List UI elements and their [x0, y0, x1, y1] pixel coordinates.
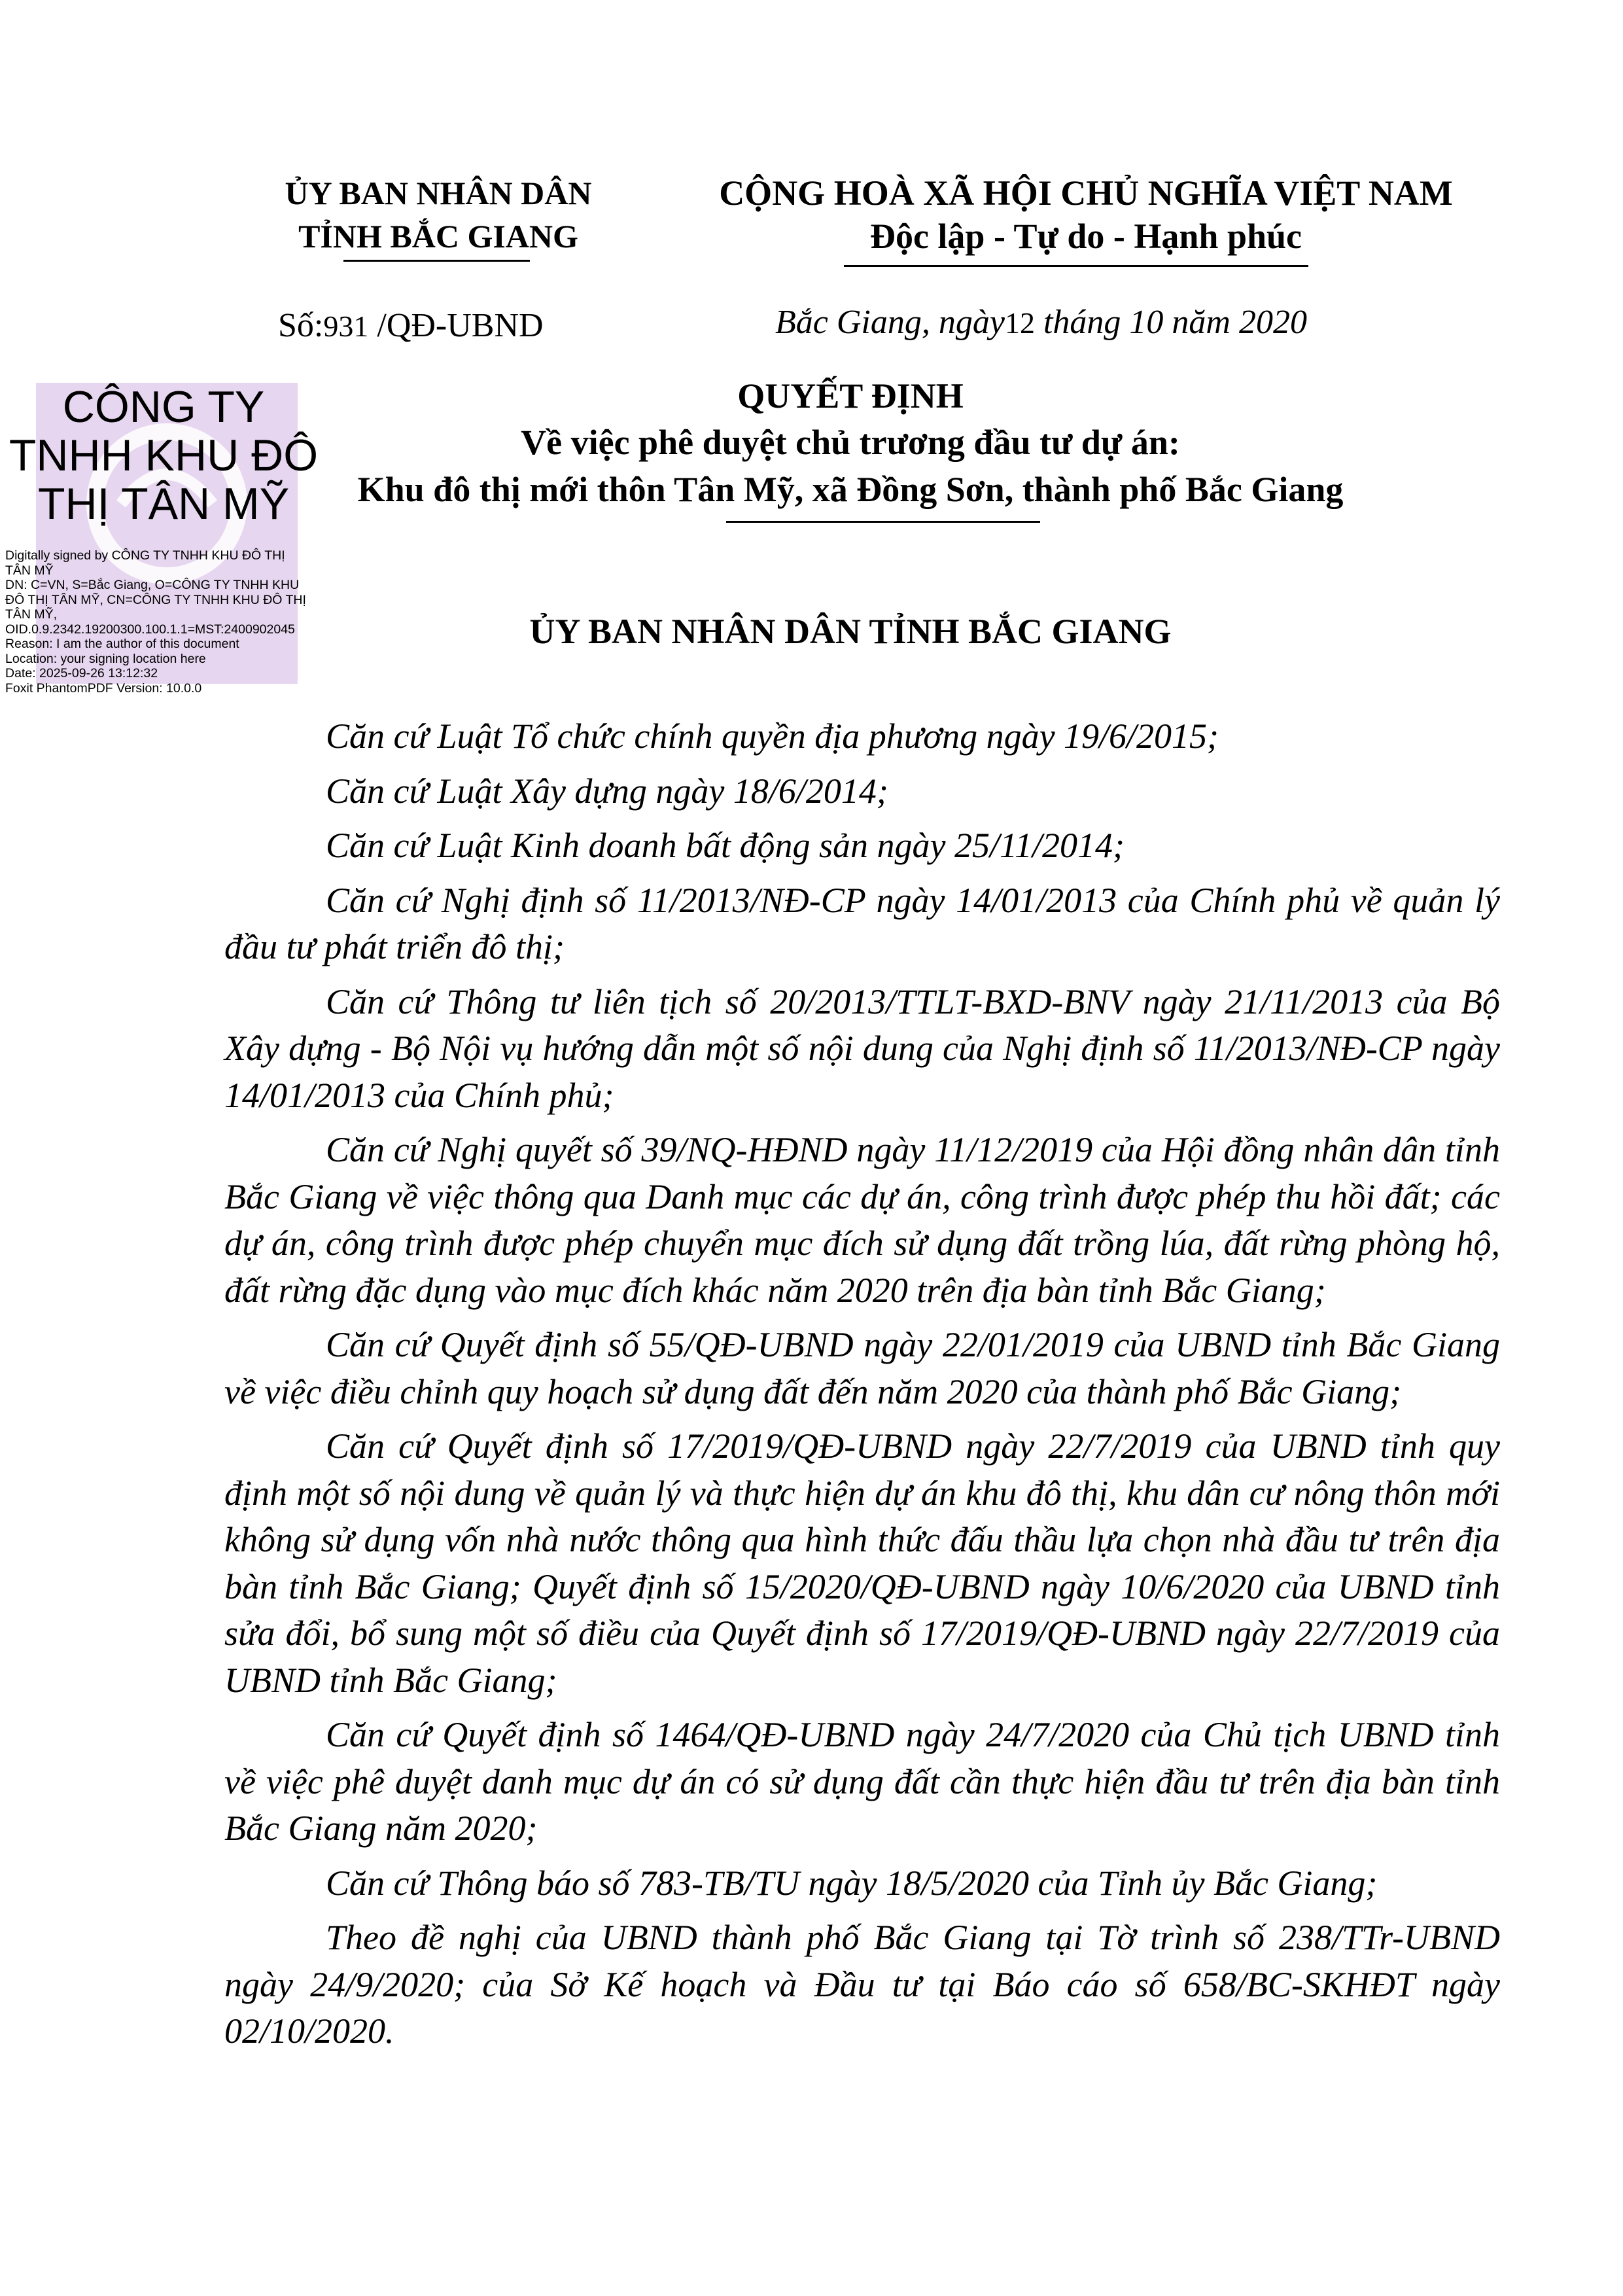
number-prefix: Số: [278, 307, 324, 344]
title-underline [726, 521, 1040, 523]
signature-details [5, 548, 313, 696]
legal-basis-paragraph: Căn cứ Thông báo số 783-TB/TU ngày 18/5/2020 của Tỉnh ủy Bắc Giang; [326, 1863, 1378, 1903]
legal-basis-paragraph: Căn cứ Thông tư liên tịch số 20/2013/TTLT-BXD-BNV ngày 21/11/2013 của Bộ Xây dựng - Bộ Nội vụ hướng dẫn một số nội dung của Nghị định số 11/2013/NĐ-CP ngày 14/01/2013 của Chính phủ; [224, 981, 1500, 1115]
agency-line: TỈNH BẮC GIANG [298, 218, 578, 255]
document-title: QUYẾT ĐỊNH [737, 376, 964, 415]
subject-line: Khu đô thị mới thôn Tân Mỹ, xã Đồng Sơn, thành phố Bắc Giang [357, 470, 1344, 509]
signature-detail-line: Location: your signing location here [5, 651, 206, 666]
signature-detail-line: Date: 2025-09-26 13:12:32 [5, 666, 158, 680]
motto-underline [844, 265, 1308, 267]
proposal-paragraph: Theo đề nghị của UBND thành phố Bắc Giang tại Tờ trình số 238/TTr-UBND ngày 24/9/2020; của Sở Kế hoạch và Đầu tư tại Báo cáo số 658/BC-SKHĐT ngày 02/10/2020. [224, 1918, 1500, 2051]
legal-basis-paragraph: Căn cứ Nghị định số 11/2013/NĐ-CP ngày 14/01/2013 của Chính phủ về quản lý đầu tư phát triển đô thị; [224, 880, 1500, 966]
issuing-agency [216, 171, 661, 258]
number-suffix: /QĐ-UBND [377, 307, 544, 344]
signature-org-line: CÔNG TY [62, 382, 265, 432]
legal-basis-paragraph: Căn cứ Quyết định số 55/QĐ-UBND ngày 22/01/2019 của UBND tỉnh Bắc Giang về việc điều chỉnh quy hoạch sử dụng đất đến năm 2020 của thành phố Bắc Giang; [224, 1325, 1500, 1411]
legal-basis-paragraph: Căn cứ Luật Kinh doanh bất động sản ngày 25/11/2014; [326, 826, 1125, 865]
country-name: CỘNG HOÀ XÃ HỘI CHỦ NGHĨA VIỆT NAM [719, 173, 1453, 213]
date-prefix: Bắc Giang, ngày [775, 304, 1005, 341]
number-value: 931 [323, 309, 369, 343]
signature-detail-line: DN: C=VN, S=Bắc Giang, O=CÔNG TY TNHH KHU ĐÔ THỊ TÂN MỸ, CN=CÔNG TY TNHH KHU ĐÔ THỊ TÂN MỸ, OID.0.9.2342.19200300.100.1.1=MST:2400902045 [5, 578, 310, 637]
subject-line: Về việc phê duyệt chủ trương đầu tư dự án: [521, 423, 1180, 462]
agency-underline [343, 260, 530, 262]
motto-line: Độc lập - Tự do - Hạnh phúc [869, 217, 1302, 256]
legal-basis-paragraph: Căn cứ Quyết định số 17/2019/QĐ-UBND ngày 22/7/2019 của UBND tỉnh quy định một số nội dung về quản lý và thực hiện dự án khu đô thị, khu dân cư nông thôn mới không sử dụng vốn nhà nước thông qua hình thức đấu thầu lựa chọn nhà đầu tư trên địa bàn tỉnh Bắc Giang; Quyết định số 15/2020/QĐ-UBND ngày 10/6/2020 của UBND tỉnh sửa đổi, bổ sung một số điều của Quyết định số 17/2019/QĐ-UBND ngày 22/7/2019 của UBND tỉnh Bắc Giang; [224, 1426, 1500, 1700]
document-number [278, 304, 544, 348]
legal-basis-paragraph: Căn cứ Nghị quyết số 39/NQ-HĐND ngày 11/12/2019 của Hội đồng nhân dân tỉnh Bắc Giang về việc thông qua Danh mục các dự án, công trình được phép thu hồi đất; các dự án, công trình được phép chuyển mục đích sử dụng đất trồng lúa, đất rừng phòng hộ, đất rừng đặc dụng vào mục đích khác năm 2020 trên địa bàn tỉnh Bắc Giang; [224, 1130, 1500, 1310]
signature-organization [0, 383, 327, 528]
legal-basis-paragraph: Căn cứ Luật Xây dựng ngày 18/6/2014; [326, 771, 888, 811]
signature-org-line: THỊ TÂN MỸ [37, 479, 290, 529]
legal-basis-paragraph: Căn cứ Luật Tổ chức chính quyền địa phương ngày 19/6/2015; [326, 716, 1219, 756]
signature-detail-line: Reason: I am the author of this document [5, 637, 239, 651]
signature-org-line: TNHH KHU ĐÔ [9, 431, 319, 480]
document-date [775, 301, 1307, 345]
signature-detail-line: Foxit PhantomPDF Version: 10.0.0 [5, 680, 202, 696]
issuer-heading: ỦY BAN NHÂN DÂN TỈNH BẮC GIANG [529, 612, 1172, 651]
document-title-block [288, 373, 1413, 513]
date-day: 12 [1004, 306, 1035, 340]
signature-detail-line: Digitally signed by CÔNG TY TNHH KHU ĐÔ THỊ TÂN MỸ [5, 548, 288, 578]
document-subject [288, 419, 1413, 513]
national-motto [680, 171, 1492, 258]
date-rest: tháng 10 năm 2020 [1043, 304, 1307, 341]
legal-basis-paragraph: Căn cứ Quyết định số 1464/QĐ-UBND ngày 24/7/2020 của Chủ tịch UBND tỉnh về việc phê duyệt danh mục dự án có sử dụng đất cần thực hiện đầu tư trên địa bàn tỉnh Bắc Giang năm 2020; [224, 1715, 1500, 1848]
agency-line: ỦY BAN NHÂN DÂN [285, 175, 592, 211]
document-body [224, 713, 1500, 2063]
